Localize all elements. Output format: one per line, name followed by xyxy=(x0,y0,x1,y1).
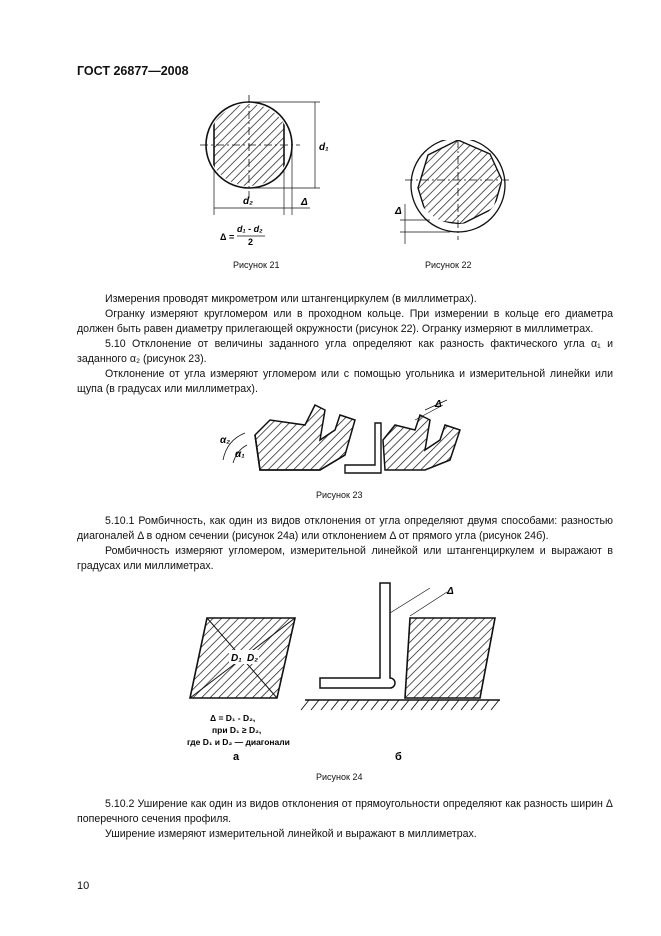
sublabel-b: б xyxy=(395,751,402,763)
formula-numerator: d₁ - d₂ xyxy=(237,224,263,234)
figure-22-drawing xyxy=(390,140,510,250)
profile-right xyxy=(383,415,460,470)
label-d2: d₂ xyxy=(243,196,253,207)
formula-line: при D₁ ≥ D₂, xyxy=(212,725,262,735)
paragraph: Измерения проводят микрометром или штангенциркулем (в миллиметрах). xyxy=(105,293,477,305)
paragraph: 5.10.1 Ромбичность, как один из видов отклонения от угла определяют двумя способами: разностью диагоналей Δ в одном сечении (рисунок 24а) или отклонением Δ от прямого угла (рисунок 24б). xyxy=(77,515,613,543)
figure-23-caption: Рисунок 23 xyxy=(316,490,363,500)
profile-left xyxy=(255,405,355,470)
document-header: ГОСТ 26877—2008 xyxy=(77,64,189,78)
profile-section xyxy=(405,618,495,698)
paragraph: Ромбичность измеряют угломером, измерительной линейкой или штангенциркулем и выражают в градусах или миллиметрах. xyxy=(77,545,613,573)
figure-21-drawing xyxy=(195,90,335,250)
sublabel-a: а xyxy=(233,751,240,763)
paragraph: Уширение измеряют измерительной линейкой и выражают в миллиметрах. xyxy=(105,828,477,840)
faceted-section xyxy=(418,140,502,224)
figure-22-caption: Рисунок 22 xyxy=(425,260,472,270)
figure-24-drawing xyxy=(185,578,505,763)
figure-21-caption: Рисунок 21 xyxy=(233,260,280,270)
label-d1: d₁ xyxy=(319,142,329,153)
label-a1: α₁ xyxy=(235,449,245,460)
label-delta: Δ xyxy=(435,399,442,410)
formula-line: где D₁ и D₂ — диагонали xyxy=(187,737,290,747)
formula-lhs: Δ = xyxy=(220,232,235,242)
label-a2: α₂ xyxy=(220,435,231,446)
paragraph: 5.10 Отклонение от величины заданного угла определяют как разность фактического угла α₁ и заданного α₂ (рисунок 23). xyxy=(77,338,613,366)
label-delta: Δ xyxy=(395,206,402,217)
label-D1: D₁ xyxy=(231,653,242,664)
label-delta: Δ xyxy=(447,586,454,597)
page-number: 10 xyxy=(77,880,90,892)
paragraph: Огранку измеряют кругломером или в проходном кольце. При измерении в кольце его диаметра должен быть равен диаметру прилегающей окружности (рисунок 22). Огранку измеряют в миллиметрах. xyxy=(77,308,613,336)
label-D2: D₂ xyxy=(247,653,259,664)
square-tool xyxy=(320,583,395,688)
paragraph: Отклонение от угла измеряют угломером или с помощью угольника и измерительной линейки или щупа (в градусах или миллиметрах). xyxy=(77,368,613,396)
formula-denominator: 2 xyxy=(248,237,254,247)
figure-24-caption: Рисунок 24 xyxy=(316,772,363,782)
formula-line: Δ = D₁ - D₂, xyxy=(210,713,256,723)
label-delta: Δ xyxy=(301,197,308,208)
figure-23-drawing xyxy=(215,395,485,480)
paragraph: 5.10.2 Уширение как один из видов отклонения от прямоугольности определяют как разность ширин Δ поперечного сечения профиля. xyxy=(77,798,613,826)
